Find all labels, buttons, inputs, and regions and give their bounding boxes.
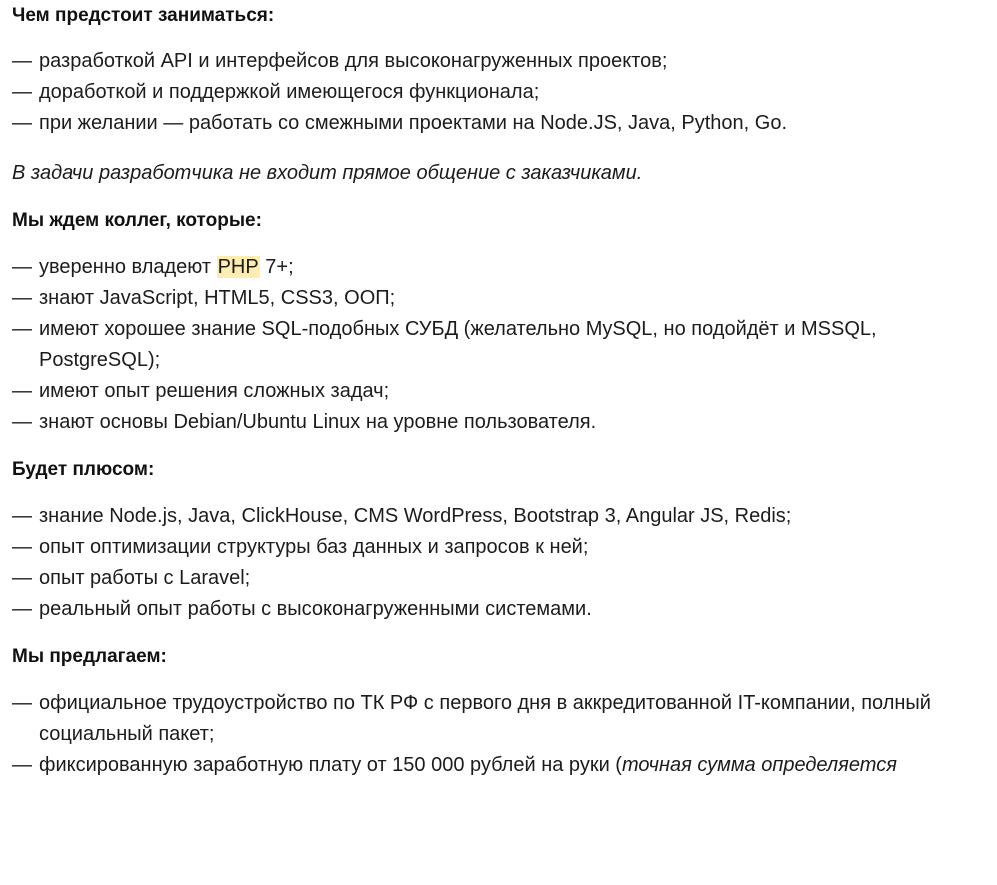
dash-bullet: — [12, 112, 32, 134]
section-title-offer: Мы предлагаем: [12, 646, 167, 667]
list-item [12, 688, 985, 750]
dash-bullet: — [12, 256, 32, 278]
list-item-text: реальный опыт работы с высоконагруженными системами. [39, 598, 592, 620]
list-item [12, 283, 985, 314]
list-item [12, 376, 985, 407]
list-item [12, 252, 985, 283]
dash-bullet: — [12, 411, 32, 433]
list-item-text: доработкой и поддержкой имеющегося функционала; [39, 81, 540, 103]
dash-bullet: — [12, 754, 32, 776]
list-item-text: имеют опыт решения сложных задач; [39, 380, 390, 402]
dash-bullet: — [12, 505, 32, 527]
requirements-list [12, 252, 985, 438]
list-item [12, 77, 985, 108]
list-item [12, 407, 985, 438]
list-item [12, 501, 985, 532]
list-item-text: при желании — работать со смежными проектами на Node.JS, Java, Python, Go. [39, 112, 788, 134]
list-item [12, 46, 985, 77]
list-item [12, 594, 985, 625]
list-item-text: разработкой API и интерфейсов для высоконагруженных проектов; [39, 50, 668, 72]
list-item-text: знание Node.js, Java, ClickHouse, CMS WordPress, Bootstrap 3, Angular JS, Redis; [39, 505, 792, 527]
list-item-text: опыт оптимизации структуры баз данных и запросов к ней; [39, 536, 589, 558]
list-item-text: знают JavaScript, HTML5, CSS3, ООП; [39, 287, 396, 309]
list-item-text: знают основы Debian/Ubuntu Linux на уровне пользователя. [39, 411, 597, 433]
list-item [12, 563, 985, 594]
dash-bullet: — [12, 81, 32, 103]
duties-note: В задачи разработчика не входит прямое общение с заказчиками. [12, 162, 643, 184]
dash-bullet: — [12, 536, 32, 558]
list-item-text-part: уверенно владеют [39, 256, 217, 278]
list-item [12, 750, 985, 781]
list-item-text-part: 7+; [259, 256, 294, 278]
dash-bullet: — [12, 692, 32, 714]
dash-bullet: — [12, 50, 32, 72]
dash-bullet: — [12, 567, 32, 589]
section-title-nice-to-have: Будет плюсом: [12, 459, 155, 480]
nice-to-have-list [12, 501, 985, 625]
list-item-text-part: фиксированную заработную плату от 150 000 рублей на руки ( [39, 754, 622, 776]
dash-bullet: — [12, 598, 32, 620]
section-title-duties: Чем предстоит заниматься: [12, 5, 275, 26]
list-item [12, 108, 985, 139]
list-item [12, 532, 985, 563]
list-item-text: опыт работы с Laravel; [39, 567, 251, 589]
list-item-text: официальное трудоустройство по ТК РФ с первого дня в аккредитованной IT-компании, полный социальный пакет; [39, 692, 931, 745]
search-highlight: PHP [217, 256, 259, 278]
dash-bullet: — [12, 318, 32, 340]
offer-list [12, 688, 985, 781]
list-item-text-italic: точная сумма определяется [621, 754, 897, 776]
dash-bullet: — [12, 287, 32, 309]
list-item [12, 314, 985, 376]
section-title-requirements: Мы ждем коллег, которые: [12, 210, 262, 231]
list-item-text: имеют хорошее знание SQL-подобных СУБД (желательно MySQL, но подойдёт и MSSQL, PostgreSQL); [39, 318, 877, 371]
dash-bullet: — [12, 380, 32, 402]
duties-list [12, 46, 985, 139]
